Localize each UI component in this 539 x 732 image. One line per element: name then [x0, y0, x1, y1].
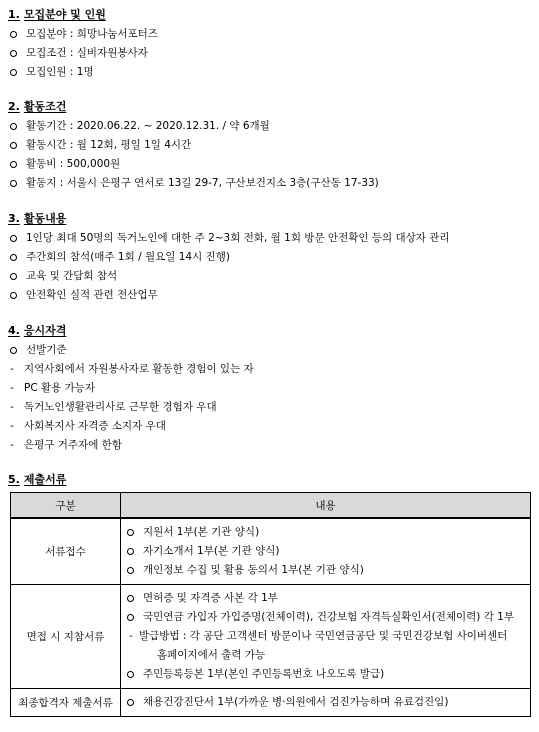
dash-item — [10, 361, 254, 376]
item-text: 주간회의 참석(매주 1회 / 월요일 14시 진행) — [26, 251, 230, 263]
section-heading: 모집분야 및 인원 — [23, 8, 106, 21]
list-item — [127, 523, 530, 542]
section-heading: 활동내용 — [23, 212, 67, 225]
section-number: 1. — [8, 8, 20, 21]
documents-table — [10, 492, 531, 717]
section-number: 2. — [8, 100, 20, 113]
section-1-title — [8, 6, 106, 22]
list-item — [10, 268, 117, 283]
list-item — [127, 561, 530, 580]
dash-item — [10, 418, 166, 433]
dash-item — [10, 437, 122, 452]
table-row — [11, 689, 531, 717]
circle-bullet-icon — [10, 142, 17, 149]
dash-marker: - — [10, 401, 14, 413]
section-number: 4. — [8, 324, 20, 337]
section-3-title — [8, 210, 66, 226]
circle-bullet-icon — [10, 123, 17, 130]
item-text: 면허증 및 자격증 사본 각 1부 — [143, 592, 278, 604]
circle-bullet-icon — [127, 595, 134, 602]
circle-bullet-icon — [10, 235, 17, 242]
list-item — [10, 137, 191, 152]
row-items — [121, 689, 531, 717]
row-items — [121, 518, 531, 585]
item-text: 모집인원 : 1명 — [26, 66, 94, 78]
list-item — [127, 665, 530, 684]
section-heading: 활동조건 — [23, 100, 67, 113]
item-text: 교육 및 간담회 참석 — [26, 270, 118, 282]
circle-bullet-icon — [127, 567, 134, 574]
item-text: 활동시간 : 월 12회, 평일 1일 4시간 — [26, 139, 192, 151]
table-row — [11, 518, 531, 585]
circle-bullet-icon — [10, 31, 17, 38]
item-text: 국민연금 가입자 가입증명(전체이력), 건강보험 자격득실확인서(전체이력) 각 1부 — [143, 611, 515, 623]
row-category: 서류접수 — [11, 518, 121, 585]
header-content: 내용 — [121, 493, 531, 519]
continued-text: 홈페이지에서 출력 가능 — [157, 649, 266, 661]
item-text: 활동기간 : 2020.06.22. ~ 2020.12.31. / 약 6개월 — [26, 120, 270, 132]
dash-item — [10, 380, 95, 395]
table-row — [11, 585, 531, 689]
section-number: 5. — [8, 473, 20, 486]
circle-bullet-icon — [10, 69, 17, 76]
list-item — [127, 693, 530, 712]
dash-marker: - — [10, 382, 14, 394]
header-category: 구분 — [11, 493, 121, 519]
circle-bullet-icon — [127, 529, 134, 536]
dash-marker: - — [129, 630, 133, 642]
section-heading: 제출서류 — [23, 473, 67, 486]
circle-bullet-icon — [127, 548, 134, 555]
circle-bullet-icon — [10, 273, 17, 280]
section-4-title — [8, 322, 66, 338]
row-category: 면접 시 지참서류 — [11, 585, 121, 689]
item-text: 사회복지사 자격증 소지자 우대 — [24, 420, 166, 432]
list-item — [10, 26, 158, 41]
dash-marker: - — [10, 420, 14, 432]
item-text: 채용건강진단서 1부(가까운 병·의원에서 검진가능하며 유료검진임) — [143, 696, 449, 708]
item-text: 안전확인 실적 관련 전산업무 — [26, 289, 158, 301]
item-text: 지역사회에서 자원봉사자로 활동한 경험이 있는 자 — [24, 363, 254, 375]
list-item — [10, 175, 379, 190]
list-item — [127, 589, 530, 608]
list-item — [10, 118, 270, 133]
dash-item — [10, 399, 217, 414]
item-text: 자기소개서 1부(본 기관 양식) — [143, 545, 280, 557]
item-text: 지원서 1부(본 기관 양식) — [143, 526, 260, 538]
item-text: 활동지 : 서울시 은평구 연서로 13길 29-7, 구산보건지소 3층(구산동 17-33) — [26, 177, 379, 189]
list-item — [10, 156, 120, 171]
item-text: 모집조건 : 실비자원봉사자 — [26, 47, 148, 59]
row-items — [121, 585, 531, 689]
circle-bullet-icon — [10, 292, 17, 299]
list-item — [10, 230, 450, 245]
list-item — [10, 64, 94, 79]
circle-bullet-icon — [10, 180, 17, 187]
item-text: 모집분야 : 희망나눔서포터즈 — [26, 28, 158, 40]
table-header-row — [11, 493, 531, 519]
circle-bullet-icon — [127, 614, 134, 621]
item-text: 주민등록등본 1부(본인 주민등록번호 나오도록 발급) — [143, 668, 385, 680]
circle-bullet-icon — [127, 671, 134, 678]
circle-bullet-icon — [10, 161, 17, 168]
list-item — [10, 287, 158, 302]
circle-bullet-icon — [10, 347, 17, 354]
item-text: 발급방법 : 각 공단 고객센터 방문이나 국민연금공단 및 국민건강보험 사이버센터 — [139, 630, 508, 642]
item-text: 1인당 최대 50명의 독거노인에 대한 주 2~3회 전화, 월 1회 방문 안전확인 등의 대상자 관리 — [26, 232, 450, 244]
item-text: PC 활용 가능자 — [24, 382, 96, 394]
list-item — [127, 542, 530, 561]
section-heading: 응시자격 — [23, 324, 67, 337]
list-item — [10, 45, 148, 60]
item-text: 은평구 거주자에 한함 — [24, 439, 122, 451]
row-category: 최종합격자 제출서류 — [11, 689, 121, 717]
item-text: 개인정보 수집 및 활용 동의서 1부(본 기관 양식) — [143, 564, 364, 576]
dash-marker: - — [10, 439, 14, 451]
section-number: 3. — [8, 212, 20, 225]
item-text: 독거노인생활관리사로 근무한 경험자 우대 — [24, 401, 217, 413]
list-item — [10, 342, 67, 357]
list-item — [10, 249, 230, 264]
circle-bullet-icon — [10, 50, 17, 57]
item-text: 활동비 : 500,000원 — [26, 158, 121, 170]
item-text: 선발기준 — [26, 344, 67, 356]
list-item — [127, 608, 530, 627]
dash-marker: - — [10, 363, 14, 375]
section-2-title — [8, 98, 66, 114]
circle-bullet-icon — [127, 699, 134, 706]
section-5-title — [8, 471, 66, 487]
circle-bullet-icon — [10, 254, 17, 261]
dash-item — [127, 627, 530, 646]
